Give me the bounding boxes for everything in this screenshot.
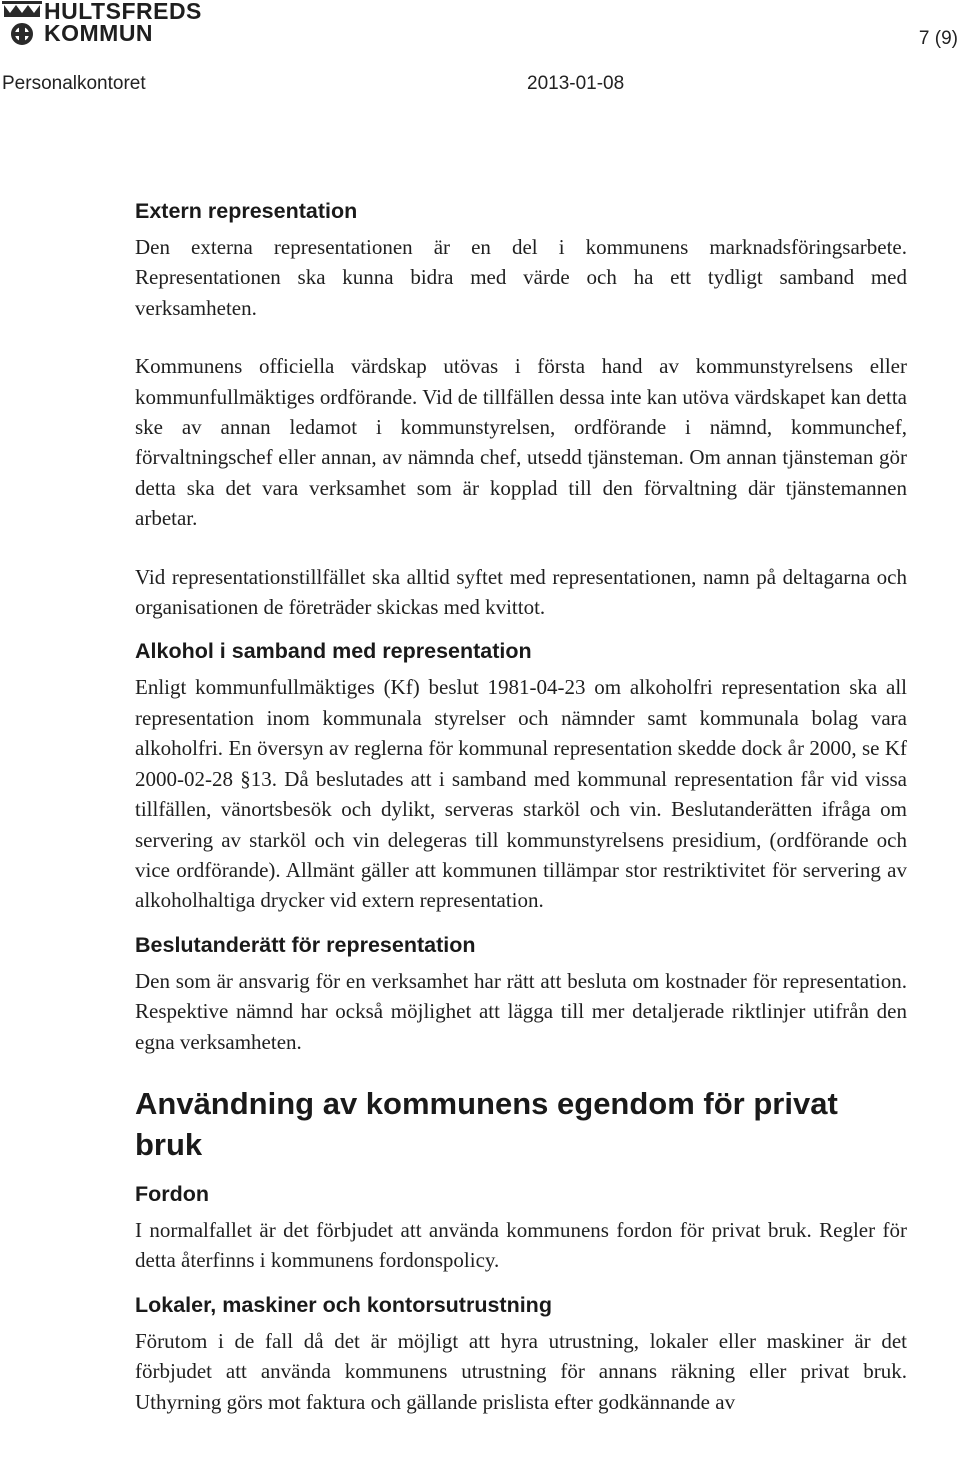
heading-alkohol: Alkohol i samband med representation (135, 639, 532, 664)
paragraph-alkohol-1: Enligt kommunfullmäktiges (Kf) beslut 1981-04-23 om alkoholfri representation ska all representation inom kommunala styrelser och nämnder samt kommunala bolag vara alkoholfri. En översyn av reglerna för kommunal representation skedde dock år 2000, se Kf 2000-02-28 §13. Då beslutades att i samband med kommunal representation får vid vissa tillfällen, vänortsbesök och dylikt, serveras starköl och vin. Beslutanderätten ifråga om servering av starköl och vin delegeras till kommunstyrelsens presidium, (ordförande och vice ordförande). Allmänt gäller att kommunen tillämpar stor restriktivitet för servering av alkoholhaltiga drycker vid extern representation. (135, 675, 907, 913)
paragraph-extern-3: Vid representationstillfället ska alltid syftet med representationen, namn på deltagarna och organisationen de företräder skickas med kvittot. (135, 564, 907, 620)
paragraph-beslutanderatt-1: Den som är ansvarig för en verksamhet har rätt att besluta om kostnader för representation. Respektive nämnd har också möjlighet att lägga till mer detaljerade riktlinjer utifrån den egna verksamheten. (135, 968, 907, 1054)
heading-fordon: Fordon (135, 1181, 210, 1206)
crown-emblem-icon (2, 1, 42, 45)
logo-text (44, 0, 202, 44)
heading-lokaler: Lokaler, maskiner och kontorsutrustning (135, 1292, 552, 1317)
heading-beslutanderatt: Beslutanderätt för representation (135, 932, 476, 957)
paragraph-fordon-1: I normalfallet är det förbjudet att använda kommunens fordon för privat bruk. Regler för detta återfinns i kommunens fordonspolicy. (135, 1217, 907, 1273)
paragraph-lokaler-1: Förutom i de fall då det är möjligt att hyra utrustning, lokaler eller maskiner är det förbjudet att använda kommunens utrustning för annans räkning eller privat bruk. Uthyrning görs mot faktura och gällande prislista efter godkännande av (135, 1328, 907, 1414)
paragraph-extern-2: Kommunens officiella värdskap utövas i första hand av kommunstyrelsens eller kommunfullmäktiges ordförande. Vid de tillfällen dessa inte kan utöva värdskapet kan detta ske av annan ledamot i kommunstyrelsen, ordförande i nämnd, kommunchef, förvaltningschef eller annan, av nämnda chef, utsedd tjänsteman. Om annan tjänsteman gör detta ska det vara verksamhet som är kopplad till den förvaltning där tjänstemannen arbetar. (135, 354, 907, 531)
paragraph-extern-1: Den externa representationen är en del i kommunens marknadsföringsarbete. Representationen ska kunna bidra med värde och ha ett tydligt samband med verksamheten. (135, 235, 907, 320)
document-date: 2013-01-08 (527, 73, 625, 94)
logo-line-1: HULTSFREDS (44, 0, 202, 24)
hultsfreds-kommun-logo (0, 0, 200, 46)
heading-extern-representation: Extern representation (135, 199, 358, 223)
document-body (135, 196, 907, 1417)
heading-anvandning-egendom: Användning av kommunens egendom för privat bruk (135, 1085, 838, 1162)
page-number: 7 (9) (918, 28, 958, 49)
logo-line-2: KOMMUN (44, 20, 154, 46)
department-label: Personalkontoret (2, 73, 146, 94)
